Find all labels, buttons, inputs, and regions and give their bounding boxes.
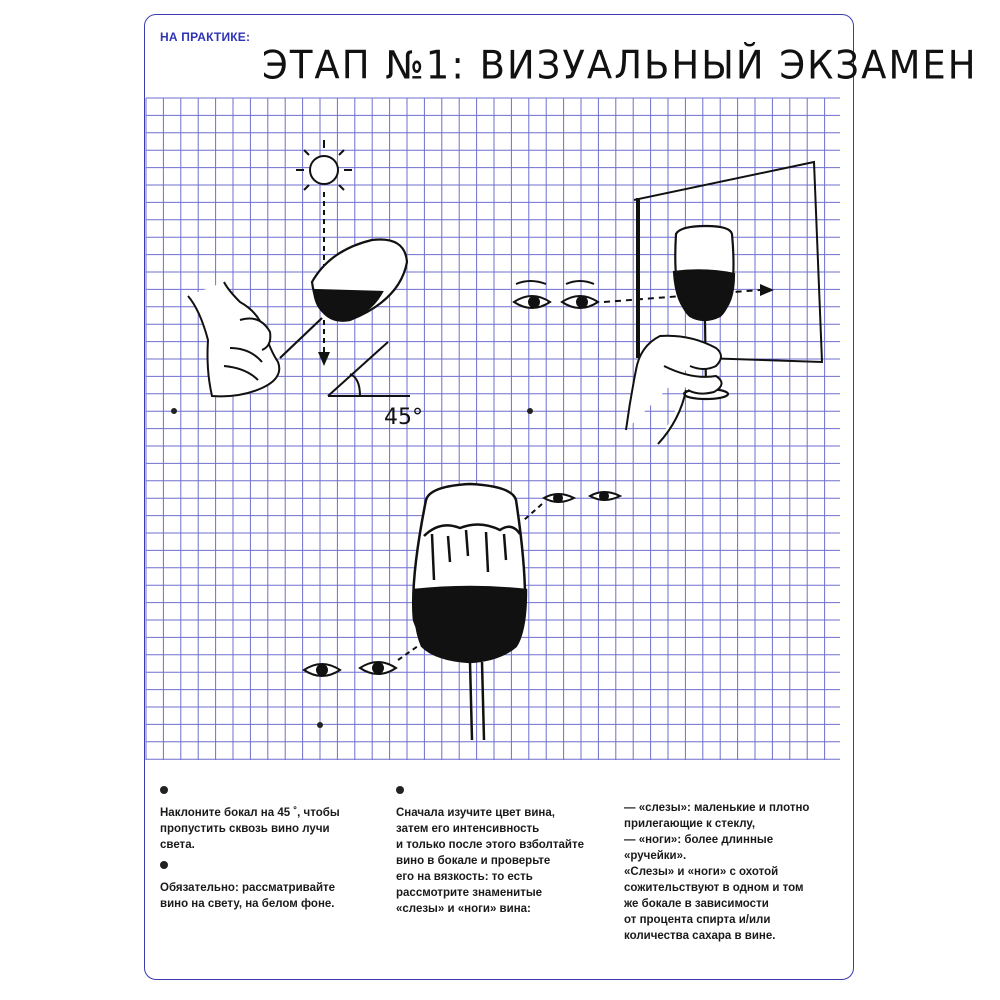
large-wine-glass-icon xyxy=(413,484,526,740)
step-2-text: Обязательно: рассматривайте вино на свету, на белом фоне. xyxy=(160,882,336,910)
step-3-text: Сначала изучите цвет вина, затем его интенсивность и только после этого взболтайте вино в бокале и проверьте его на вязкость: то есть рассмотрите знаменитые «слезы» и «ноги» вина: xyxy=(396,807,584,915)
hand-holding-glass-icon xyxy=(626,336,722,444)
tilted-wine-glass-icon xyxy=(280,239,407,358)
figure-marker-2 xyxy=(527,408,533,414)
tears-legs-text: — «слезы»: маленькие и плотно прилегающие к стеклу, — «ноги»: более длинные «ручейки». «Слезы» и «ноги» с охотой сожительствуют в одном и том же бокале в зависимости от процента спирта и/или количества сахара в вине. xyxy=(624,802,810,942)
step-column-3 xyxy=(624,800,844,952)
page-title: ЭТАП №1: ВИЗУАЛЬНЫЙ ЭКЗАМЕН xyxy=(262,42,978,89)
step-3-marker xyxy=(396,786,404,794)
figure-marker-1 xyxy=(171,408,177,414)
step-2-marker xyxy=(160,861,168,869)
step-1-marker xyxy=(160,786,168,794)
eyes-top-icon xyxy=(544,492,620,502)
sun-icon xyxy=(296,140,352,190)
figure-marker-3 xyxy=(317,722,323,728)
section-label: НА ПРАКТИКЕ: xyxy=(160,30,251,44)
step-1-text: Наклоните бокал на 45 ˚, чтобы пропустить сквозь вино лучи света. xyxy=(160,807,340,851)
hand-icon xyxy=(188,282,279,396)
eyes-bottom-icon xyxy=(304,662,396,676)
angle-label: 45° xyxy=(384,405,423,430)
step-column-1 xyxy=(160,786,370,920)
eyes-icon xyxy=(514,281,598,308)
angle-45-icon xyxy=(328,342,410,396)
step-column-2 xyxy=(396,786,616,925)
